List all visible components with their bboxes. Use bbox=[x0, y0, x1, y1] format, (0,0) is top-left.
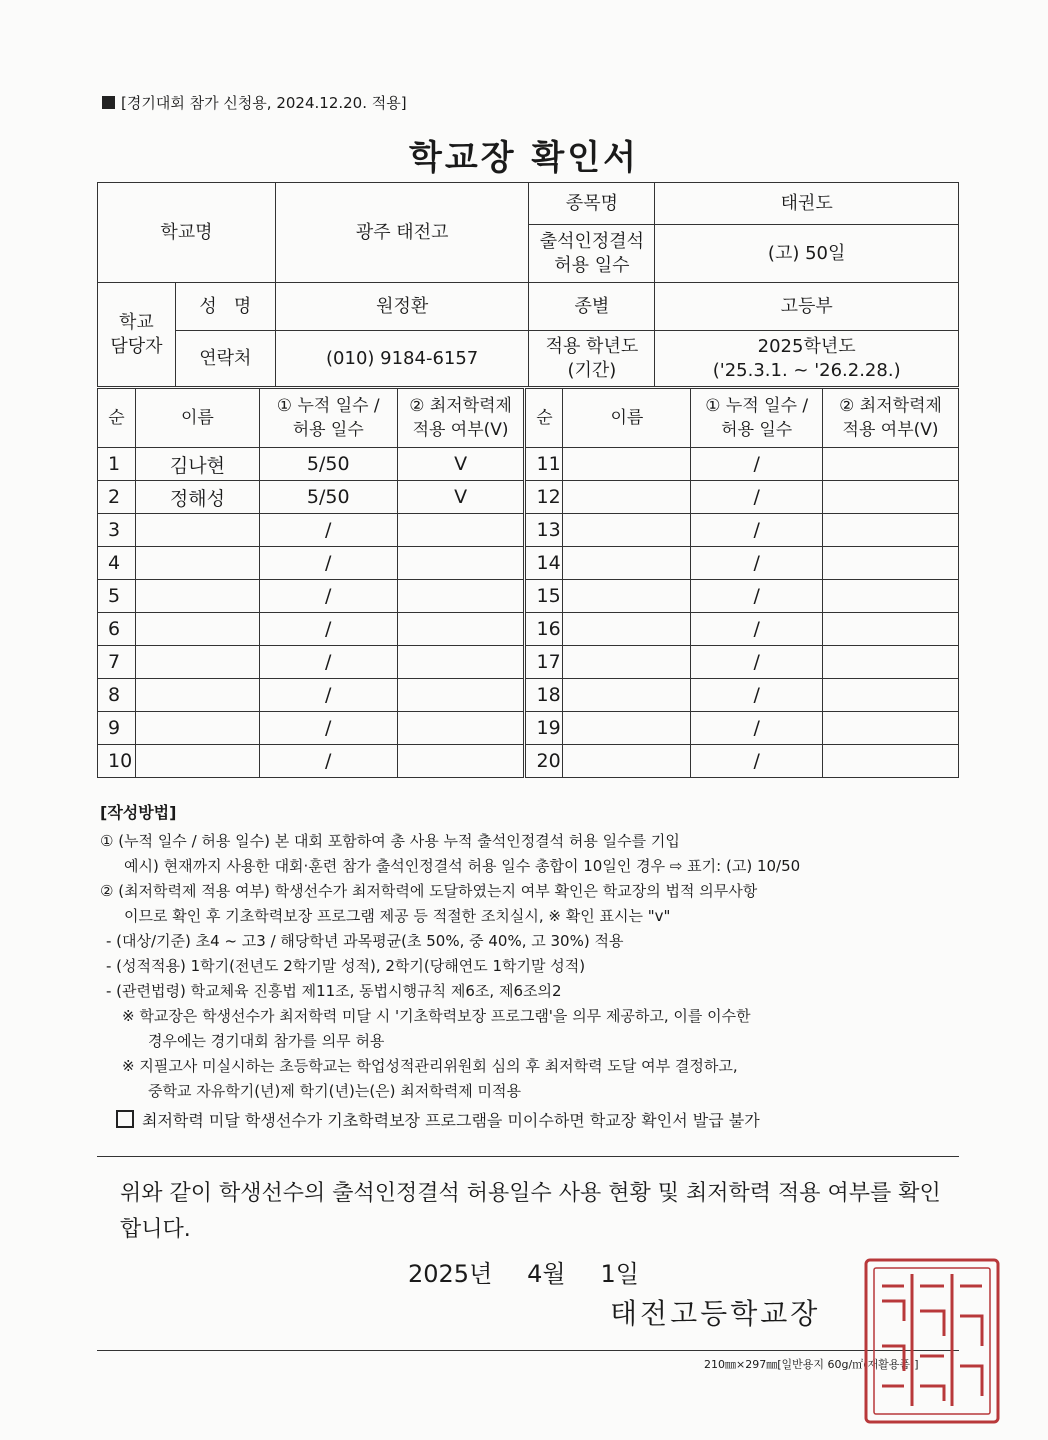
athlete-name bbox=[563, 547, 691, 580]
year-value: 2025학년도 ('25.3.1. ~ '26.2.28.) bbox=[655, 331, 959, 387]
min-academic-check bbox=[397, 514, 525, 547]
row-number: 2 bbox=[98, 481, 136, 514]
allowed-days-value: (고) 50일 bbox=[655, 225, 959, 283]
table-row bbox=[98, 712, 959, 745]
col-no-header: 순 bbox=[98, 389, 136, 448]
min-academic-check bbox=[823, 580, 959, 613]
min-academic-check bbox=[823, 745, 959, 778]
instruction-line: - (관련법령) 학교체육 진흥법 제11조, 동법시행규칙 제6조, 제6조의2 bbox=[106, 982, 562, 1000]
paper-spec: 210㎜×297㎜[일반용지 60g/㎡(재활용품)] bbox=[704, 1358, 919, 1371]
days-used: / bbox=[259, 646, 397, 679]
table-row bbox=[98, 679, 959, 712]
days-used: / bbox=[691, 514, 823, 547]
days-used: / bbox=[259, 613, 397, 646]
school-value: 광주 태전고 bbox=[275, 183, 529, 283]
days-used: / bbox=[691, 679, 823, 712]
days-used: / bbox=[691, 580, 823, 613]
days-used: / bbox=[259, 514, 397, 547]
athlete-name bbox=[135, 679, 259, 712]
athlete-name bbox=[563, 646, 691, 679]
col-days-header: ① 누적 일수 / 허용 일수 bbox=[259, 389, 397, 448]
athlete-name bbox=[563, 679, 691, 712]
athlete-name bbox=[563, 481, 691, 514]
athlete-name bbox=[563, 712, 691, 745]
instruction-line: 중학교 자유학기(년)제 학기(년)는(은) 최저학력제 미적용 bbox=[148, 1082, 521, 1100]
row-number: 6 bbox=[98, 613, 136, 646]
instructions-section bbox=[100, 800, 960, 1133]
division-value: 고등부 bbox=[655, 283, 959, 331]
min-academic-check bbox=[397, 580, 525, 613]
instruction-line: ② (최저학력제 적용 여부) 학생선수가 최저학력에 도달하였는지 여부 확인은 학교장의 법적 의무사항 bbox=[100, 882, 758, 900]
athlete-name bbox=[135, 745, 259, 778]
row-number: 10 bbox=[98, 745, 136, 778]
divider bbox=[97, 1156, 959, 1157]
min-academic-check: V bbox=[397, 448, 525, 481]
header-note-text: [경기대회 참가 신청용, 2024.12.20. 적용] bbox=[121, 94, 407, 112]
school-label: 학교명 bbox=[98, 183, 276, 283]
instruction-line: 이므로 확인 후 기초학력보장 프로그램 제공 등 적절한 조치실시, ※ 확인 표시는 "v" bbox=[124, 907, 671, 925]
table-row bbox=[98, 514, 959, 547]
row-number: 14 bbox=[525, 547, 563, 580]
days-used: / bbox=[691, 613, 823, 646]
warning-text: 최저학력 미달 학생선수가 기초학력보장 프로그램을 미이수하면 학교장 확인서 발급 불가 bbox=[142, 1111, 760, 1130]
athlete-name bbox=[135, 547, 259, 580]
min-academic-check bbox=[823, 613, 959, 646]
table-row bbox=[98, 613, 959, 646]
row-number: 7 bbox=[98, 646, 136, 679]
instruction-line: 예시) 현재까지 사용한 대회·훈련 참가 출석인정결석 허용 일수 총합이 10일인 경우 ⇨ 표기: (고) 10/50 bbox=[124, 857, 801, 875]
table-row bbox=[98, 646, 959, 679]
contact-label: 연락처 bbox=[175, 331, 275, 387]
athlete-name bbox=[135, 646, 259, 679]
col-min-header: ② 최저학력제 적용 여부(V) bbox=[823, 389, 959, 448]
days-used: 5/50 bbox=[259, 481, 397, 514]
instruction-line: - (대상/기준) 초4 ~ 고3 / 해당학년 과목평균(초 50%, 중 40%, 고 30%) 적용 bbox=[106, 932, 624, 950]
min-academic-check bbox=[823, 481, 959, 514]
min-academic-check bbox=[823, 646, 959, 679]
min-academic-check bbox=[823, 712, 959, 745]
min-academic-check bbox=[397, 646, 525, 679]
athlete-name bbox=[135, 712, 259, 745]
row-number: 18 bbox=[525, 679, 563, 712]
col-name-header: 이름 bbox=[563, 389, 691, 448]
list-header-row bbox=[98, 389, 959, 448]
min-academic-check bbox=[397, 679, 525, 712]
instruction-line: ① (누적 일수 / 허용 일수) 본 대회 포함하여 총 사용 누적 출석인정결석 허용 일수를 기입 bbox=[100, 832, 680, 850]
row-number: 5 bbox=[98, 580, 136, 613]
days-used: 5/50 bbox=[259, 448, 397, 481]
athlete-name bbox=[563, 514, 691, 547]
col-days-header: ① 누적 일수 / 허용 일수 bbox=[691, 389, 823, 448]
confirmation-statement: 위와 같이 학생선수의 출석인정결석 허용일수 사용 현황 및 최저학력 적용 여부를 확인합니다. bbox=[120, 1181, 941, 1242]
row-number: 13 bbox=[525, 514, 563, 547]
athlete-name bbox=[135, 580, 259, 613]
manager-name-value: 원정환 bbox=[275, 283, 529, 331]
min-academic-check bbox=[397, 712, 525, 745]
instruction-line: ※ 지필고사 미실시하는 초등학교는 학업성적관리위원회 심의 후 최저학력 도달 여부 결정하고, bbox=[122, 1057, 738, 1075]
days-used: / bbox=[259, 745, 397, 778]
days-used: / bbox=[259, 547, 397, 580]
days-used: / bbox=[691, 745, 823, 778]
min-academic-check bbox=[823, 448, 959, 481]
athlete-name bbox=[135, 613, 259, 646]
days-used: / bbox=[259, 580, 397, 613]
min-academic-check bbox=[397, 613, 525, 646]
row-number: 15 bbox=[525, 580, 563, 613]
min-academic-check bbox=[823, 679, 959, 712]
manager-name-label: 성 명 bbox=[175, 283, 275, 331]
official-seal-stamp bbox=[862, 1256, 1002, 1426]
instruction-line: ※ 학교장은 학생선수가 최저학력 미달 시 '기초학력보장 프로그램'을 의무 제공하고, 이를 이수한 bbox=[122, 1007, 751, 1025]
col-min-header: ② 최저학력제 적용 여부(V) bbox=[397, 389, 525, 448]
table-row bbox=[98, 547, 959, 580]
checkbox-icon bbox=[116, 1110, 134, 1128]
divider bbox=[97, 1350, 959, 1351]
table-row bbox=[98, 580, 959, 613]
row-number: 12 bbox=[525, 481, 563, 514]
issue-date: 2025년 4월 1일 bbox=[408, 1260, 639, 1288]
min-academic-check bbox=[823, 547, 959, 580]
days-used: / bbox=[259, 679, 397, 712]
info-table bbox=[97, 182, 959, 387]
days-used: / bbox=[259, 712, 397, 745]
row-number: 19 bbox=[525, 712, 563, 745]
row-number: 4 bbox=[98, 547, 136, 580]
athlete-list-table bbox=[97, 388, 959, 778]
year-label: 적용 학년도 (기간) bbox=[529, 331, 655, 387]
square-bullet-icon bbox=[102, 96, 115, 109]
col-name-header: 이름 bbox=[135, 389, 259, 448]
days-used: / bbox=[691, 712, 823, 745]
table-row bbox=[98, 481, 959, 514]
signer-title: 태전고등학교장 bbox=[610, 1297, 821, 1330]
division-label: 종별 bbox=[529, 283, 655, 331]
athlete-name bbox=[563, 613, 691, 646]
allowed-days-label: 출석인정결석 허용 일수 bbox=[529, 225, 655, 283]
instruction-line: - (성적적용) 1학기(전년도 2학기말 성적), 2학기(당해연도 1학기말 성적) bbox=[106, 957, 586, 975]
min-academic-check bbox=[397, 547, 525, 580]
athlete-name bbox=[563, 745, 691, 778]
row-number: 9 bbox=[98, 712, 136, 745]
instruction-line: 경우에는 경기대회 참가를 의무 허용 bbox=[148, 1032, 385, 1050]
min-academic-check: V bbox=[397, 481, 525, 514]
warning-note bbox=[100, 1108, 960, 1133]
days-used: / bbox=[691, 646, 823, 679]
days-used: / bbox=[691, 481, 823, 514]
athlete-name bbox=[563, 448, 691, 481]
row-number: 17 bbox=[525, 646, 563, 679]
days-used: / bbox=[691, 547, 823, 580]
athlete-name bbox=[135, 514, 259, 547]
table-row bbox=[98, 745, 959, 778]
row-number: 11 bbox=[525, 448, 563, 481]
row-number: 3 bbox=[98, 514, 136, 547]
min-academic-check bbox=[823, 514, 959, 547]
min-academic-check bbox=[397, 745, 525, 778]
header-note bbox=[102, 92, 407, 113]
contact-value: (010) 9184-6157 bbox=[275, 331, 529, 387]
col-no-header: 순 bbox=[525, 389, 563, 448]
athlete-name: 정해성 bbox=[135, 481, 259, 514]
row-number: 16 bbox=[525, 613, 563, 646]
sport-label: 종목명 bbox=[529, 183, 655, 225]
days-used: / bbox=[691, 448, 823, 481]
row-number: 1 bbox=[98, 448, 136, 481]
row-number: 8 bbox=[98, 679, 136, 712]
instructions-title: [작성방법] bbox=[100, 803, 177, 822]
manager-label: 학교 담당자 bbox=[98, 283, 176, 387]
athlete-name: 김나현 bbox=[135, 448, 259, 481]
table-row bbox=[98, 448, 959, 481]
row-number: 20 bbox=[525, 745, 563, 778]
document-title: 학교장 확인서 bbox=[409, 138, 639, 178]
sport-value: 태권도 bbox=[655, 183, 959, 225]
athlete-name bbox=[563, 580, 691, 613]
